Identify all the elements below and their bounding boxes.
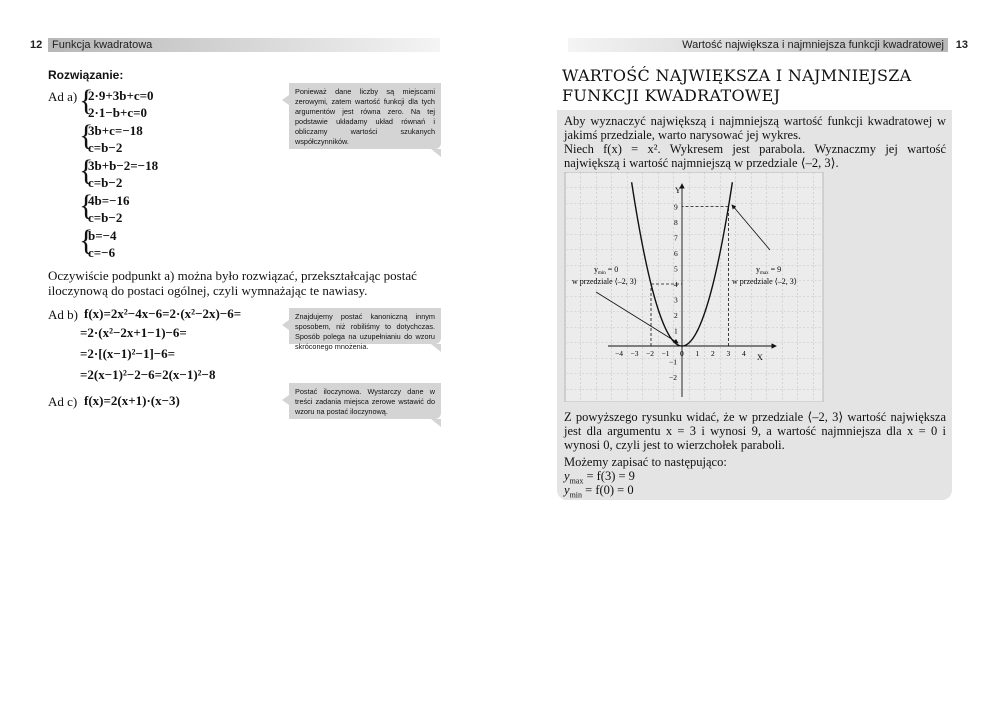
x-tick-label: 4 (742, 349, 746, 358)
equation: 3b+b−2=−18 (88, 158, 159, 173)
ymax-sub: max (569, 476, 584, 486)
solution-heading: Rozwiązanie: (48, 68, 124, 82)
y-tick-label: 3 (674, 295, 678, 305)
y-tick-label: 7 (674, 233, 678, 243)
margin-note-c: Postać iloczynowa. Wystarczy dane w treści zadania miejsca zerowe wstawić do wzoru na postać iloczynową. (289, 383, 441, 419)
brace-5: { (79, 224, 94, 257)
ymax-var: y (564, 469, 570, 483)
factored-form: f(x)=2(x+1)·(x−3) (84, 393, 180, 408)
y-tick-label: −1 (669, 357, 677, 367)
y-tick-label: 2 (674, 311, 678, 320)
ymin-var: y (564, 483, 570, 497)
y-tick-label: 8 (674, 218, 678, 227)
equation: c=−6 (88, 245, 116, 260)
equation: 3b+c=−18 (88, 123, 143, 138)
derivation-line: f(x)=2x²−4x−6=2·(x²−2x)−6= (84, 306, 242, 321)
brace-4: { (79, 189, 94, 222)
brace-3: { (79, 154, 94, 187)
equation: c=b−2 (88, 210, 123, 225)
summary-intro: Możemy zapisać to następująco: (564, 455, 727, 469)
x-tick-label: −3 (630, 349, 639, 358)
equation: b=−4 (88, 228, 117, 243)
intro-paragraph: Aby wyznaczyć największą i najmniejszą wartość funkcji kwadratowej w jakimś przedziale, warto narysować jej wykres. (564, 114, 946, 142)
header-bar (568, 38, 948, 52)
section-title: WARTOŚĆ NAJWIĘKSZA I NAJMNIEJSZA FUNKCJI KWADRATOWEJ (562, 66, 912, 105)
ymin-value: = 0 (605, 265, 619, 274)
brace-1: { (79, 84, 94, 117)
equation: c=b−2 (88, 140, 123, 155)
y-tick-label: 6 (674, 249, 678, 258)
y-tick-label: 4 (674, 280, 678, 289)
x-tick-label: −2 (646, 349, 654, 358)
equation: c=b−2 (88, 175, 123, 190)
section-header: Wartość największa i najmniejsza funkcji kwadratowej (682, 39, 944, 51)
ymax-y: y (756, 265, 760, 274)
x-tick-label: 1 (695, 349, 700, 358)
ymax-rest: = f(3) = 9 (583, 469, 635, 483)
intro-paragraph-2: Niech f(x) = x². Wykresem jest parabola. Wyznaczmy jej wartość największą i wartość najmniejszą w przedziale ⟨–2, 3⟩. (564, 142, 946, 170)
part-b-label: Ad b) (48, 307, 78, 322)
y-tick-label: 5 (674, 264, 678, 274)
chapter-title: Funkcja kwadratowa (52, 39, 153, 51)
header-bar (48, 38, 440, 52)
x-axis-label: X (757, 353, 763, 362)
page-number: 13 (955, 39, 968, 51)
running-header-left (30, 38, 440, 52)
margin-note-a: Ponieważ dane liczby są miejscami zerowymi, zatem wartość funkcji dla tych argumentów jest równa zero. Na tej podstawie układamy układ równań i obliczamy wartości szukanych współczynników. (289, 83, 441, 149)
x-tick-label: 2 (711, 349, 715, 358)
margin-note-b: Znajdujemy postać kanoniczną innym sposobem, niż robiliśmy to dotychczas. Sposób polega na uzupełnianiu do wzoru skróconego mnożenia. (289, 308, 441, 344)
x-tick-label: 0 (680, 349, 684, 358)
ymin-rest: = f(0) = 0 (582, 483, 634, 497)
ymin-sub: min (598, 271, 606, 276)
part-c-label: Ad c) (48, 394, 78, 409)
equation: 2·1−b+c=0 (88, 105, 148, 120)
ymax-interval: w przedziale ⟨–2, 3⟩ (732, 277, 797, 286)
y-tick-label: 9 (674, 202, 678, 212)
ymin-sub: min (569, 490, 583, 500)
derivation-line: =2(x−1)²−2−6=2(x−1)²−8 (80, 367, 216, 382)
y-axis-label: Y (675, 186, 681, 195)
ymax-value: = 9 (768, 265, 782, 274)
x-tick-label: −1 (661, 349, 670, 358)
part-a-label: Ad a) (48, 89, 78, 104)
x-tick-label: 3 (726, 349, 731, 358)
equation: 2·9+3b+c=0 (88, 88, 154, 103)
ymax-sub: max (760, 271, 769, 276)
content-box (557, 110, 952, 500)
y-tick-label: −2 (669, 373, 677, 382)
derivation-line: =2·(x²−2x+1−1)−6= (80, 325, 187, 340)
paragraph: Oczywiście podpunkt a) można było rozwiązać, przekształcając postać iloczynową do postaci ogólnej, czyli wymnażając te nawiasy. (48, 268, 417, 298)
brace-2: { (79, 119, 94, 152)
right-page (500, 0, 1000, 712)
ymin-interval: w przedziale ⟨–2, 3⟩ (572, 277, 637, 286)
page-number: 12 (30, 39, 43, 51)
ymin-y: y (594, 265, 598, 274)
equation: 4b=−16 (88, 193, 130, 208)
derivation-line: =2·[(x−1)²−1]−6= (80, 346, 176, 361)
parabola-graph (564, 172, 824, 402)
running-header-right (568, 38, 968, 52)
ymin-formula (564, 483, 634, 503)
conclusion-paragraph: Z powyższego rysunku widać, że w przedziale ⟨–2, 3⟩ wartość największa jest dla argumentu x = 3 i wynosi 9, a wartość najmniejsza dla x = 0 i wynosi 0, czyli jest to wierzchołek paraboli. (564, 410, 946, 452)
y-tick-label: 1 (674, 326, 678, 336)
x-tick-label: −4 (615, 349, 623, 358)
